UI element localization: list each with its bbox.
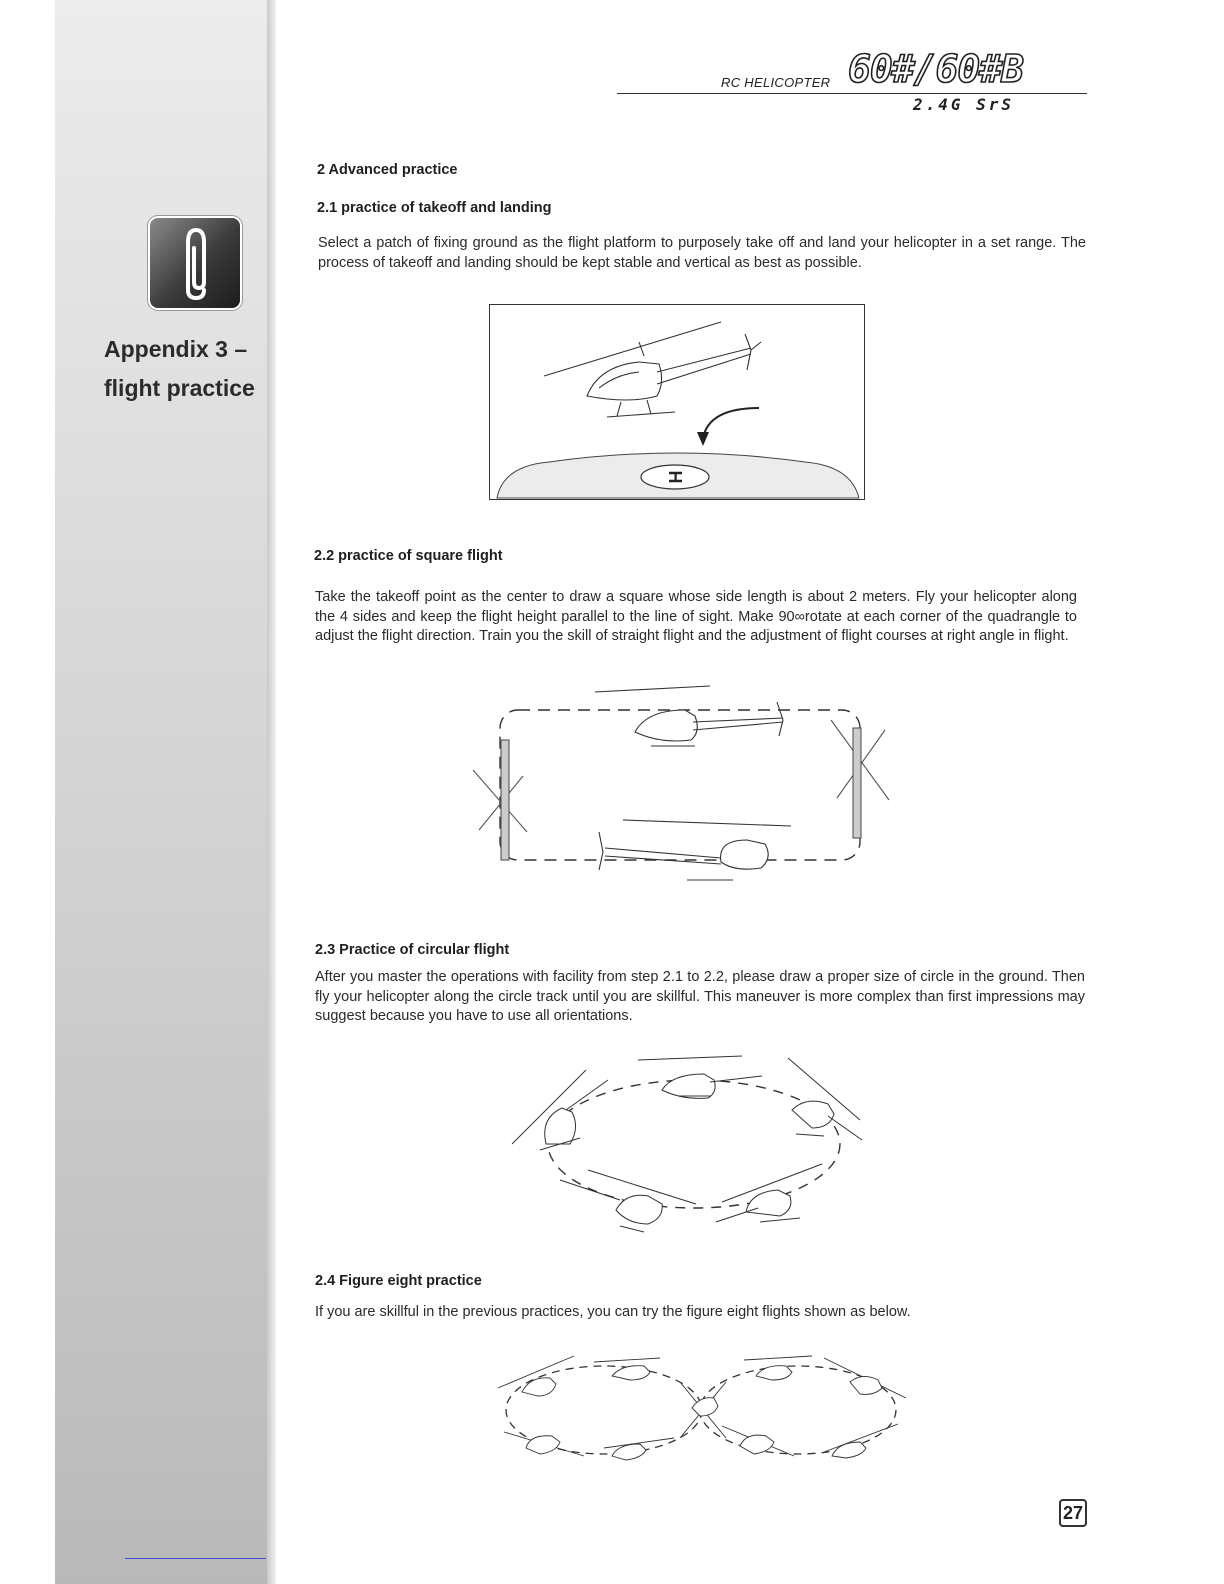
section-title: 2 Advanced practice [317,162,458,178]
appendix-title-line1: Appendix 3 – [104,336,248,362]
helicopter-circle-bottom-left [560,1170,696,1232]
helicopter-top [595,686,783,746]
s23-text: After you master the operations with facility from step 2.1 to 2.2, please draw a proper size of circle in the ground. Then fly your helicopter along the circle track until you are skillful. This maneuver is more complex than first impressions may suggest because you have to use all orientations. [315,969,1085,1024]
s22-text: Take the takeoff point as the center to draw a square whose side length is about 2 meters. Fly your helicopter along the 4 sides and keep the flight height parallel to the line of sight. Make 90∞rotate at each corner of the quadrangle to adjust the flight direction. Train you the skill of straight flight and the adjustment of flight courses at right angle in flight. [315,589,1077,644]
s21-title: 2.1 practice of takeoff and landing [317,200,552,216]
header-series: 2.4G SrS [913,95,1015,114]
paperclip-icon [150,218,240,308]
figure-circular-flight [510,1052,870,1234]
page-number: 27 [1059,1499,1087,1527]
helicopter-right [831,720,889,838]
s24-text: If you are skillful in the previous practices, you can try the figure eight flights shown as below. [315,1304,911,1320]
helicopter-bottom [599,820,791,880]
figure-takeoff-landing [489,304,865,500]
header-label: RC HELICOPTER [721,75,831,90]
appendix-title-line2: flight practice [104,375,255,401]
figure-eight-flight [494,1352,912,1470]
header-model: 60#/60#B [848,47,1024,91]
s23-title: 2.3 Practice of circular flight [315,942,510,958]
s24-title: 2.4 Figure eight practice [315,1273,482,1289]
helipad-letter: H [665,470,685,484]
sidebar-edge [267,0,276,1584]
helicopter-circle-bottom-right [716,1164,822,1222]
footer-link-underline[interactable] [125,1558,266,1559]
s21-text: Select a patch of fixing ground as the flight platform to purposely take off and land your helicopter in a set range. The process of takeoff and landing should be kept stable and vertical as best as possible. [318,235,1086,271]
s22-title: 2.2 practice of square flight [314,548,503,564]
header-rule [617,93,1087,94]
figure-square-flight [465,680,895,888]
helicopter-circle-top [638,1056,762,1098]
helipad [641,465,709,489]
helicopter-circle-left [512,1070,608,1150]
appendix-title [104,330,274,408]
